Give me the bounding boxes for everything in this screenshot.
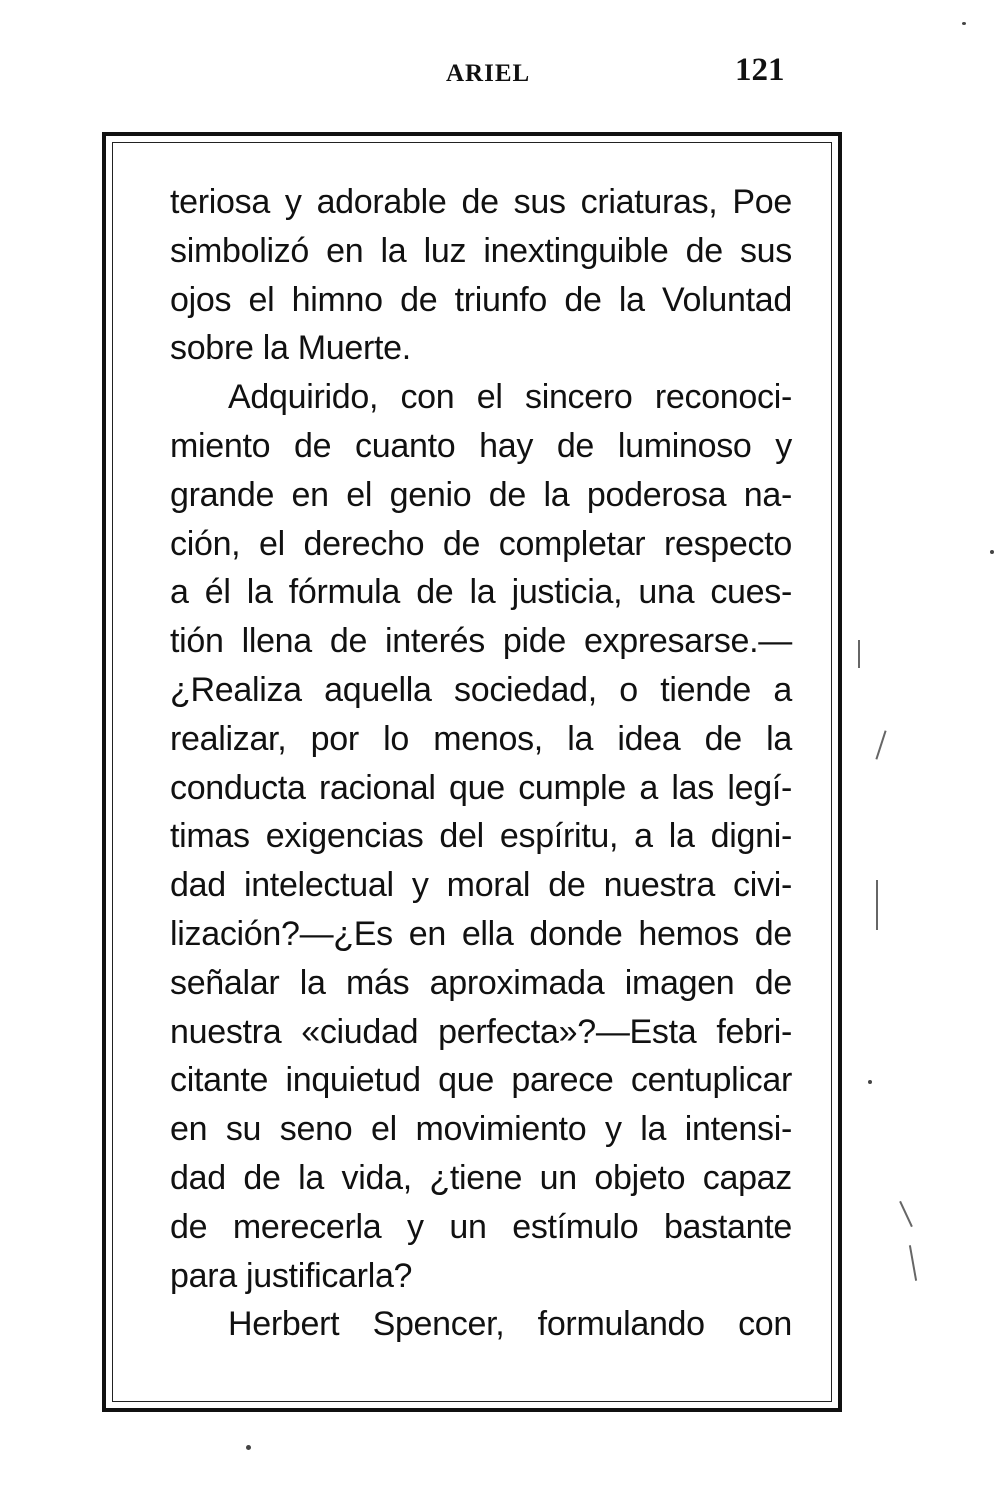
scan-margin-mark: [909, 1245, 917, 1281]
text-line: para justificarla?: [170, 1256, 413, 1295]
scan-speck: [962, 22, 966, 25]
text-line: Herbert Spencer, formulando con: [228, 1305, 792, 1344]
text-line: citante inquietud que parece centuplicar: [170, 1061, 792, 1100]
text-line: dad intelectual y moral de nuestra civi-: [170, 866, 792, 905]
body-text: [170, 178, 792, 1349]
scan-speck: [868, 1080, 872, 1084]
text-line: conducta racional que cumple a las legí-: [170, 768, 792, 807]
text-line: en su seno el movimiento y la intensi-: [170, 1110, 792, 1149]
text-line: sobre la Muerte.: [170, 329, 411, 368]
scan-margin-mark: [899, 1201, 913, 1227]
text-line: Adquirido, con el sincero reconoci-: [228, 378, 792, 417]
scan-speck: [990, 550, 994, 554]
running-title: ARIEL: [446, 60, 531, 87]
text-line: señalar la más aproximada imagen de: [170, 963, 792, 1002]
text-line: ojos el himno de triunfo de la Voluntad: [170, 280, 792, 319]
text-line: dad de la vida, ¿tiene un objeto capaz: [170, 1158, 792, 1197]
text-line: nuestra «ciudad perfecta»?—Esta febri-: [170, 1012, 792, 1051]
text-line: realizar, por lo menos, la idea de la: [170, 719, 792, 758]
text-line: grande en el genio de la poderosa na-: [170, 475, 792, 514]
running-head: [0, 50, 1000, 100]
scan-margin-mark: [875, 730, 886, 759]
text-line: ción, el derecho de completar respecto: [170, 524, 792, 563]
text-line: simbolizó en la luz inextinguible de sus: [170, 231, 792, 270]
page-number: 121: [735, 52, 785, 88]
scan-speck: [246, 1445, 251, 1450]
text-line: timas exigencias del espíritu, a la digni-: [170, 817, 792, 856]
text-line: lización?—¿Es en ella donde hemos de: [170, 914, 792, 953]
text-line: a él la fórmula de la justicia, una cues-: [170, 573, 792, 612]
text-line: ¿Realiza aquella sociedad, o tiende a: [170, 670, 792, 709]
text-line: teriosa y adorable de sus criaturas, Poe: [170, 183, 792, 221]
scan-margin-mark: [876, 880, 878, 930]
text-line: de merecerla y un estímulo bastante: [170, 1207, 792, 1246]
scan-margin-mark: [858, 640, 860, 668]
text-line: miento de cuanto hay de luminoso y: [170, 426, 792, 465]
text-line: tión llena de interés pide expresarse.—: [170, 622, 792, 661]
